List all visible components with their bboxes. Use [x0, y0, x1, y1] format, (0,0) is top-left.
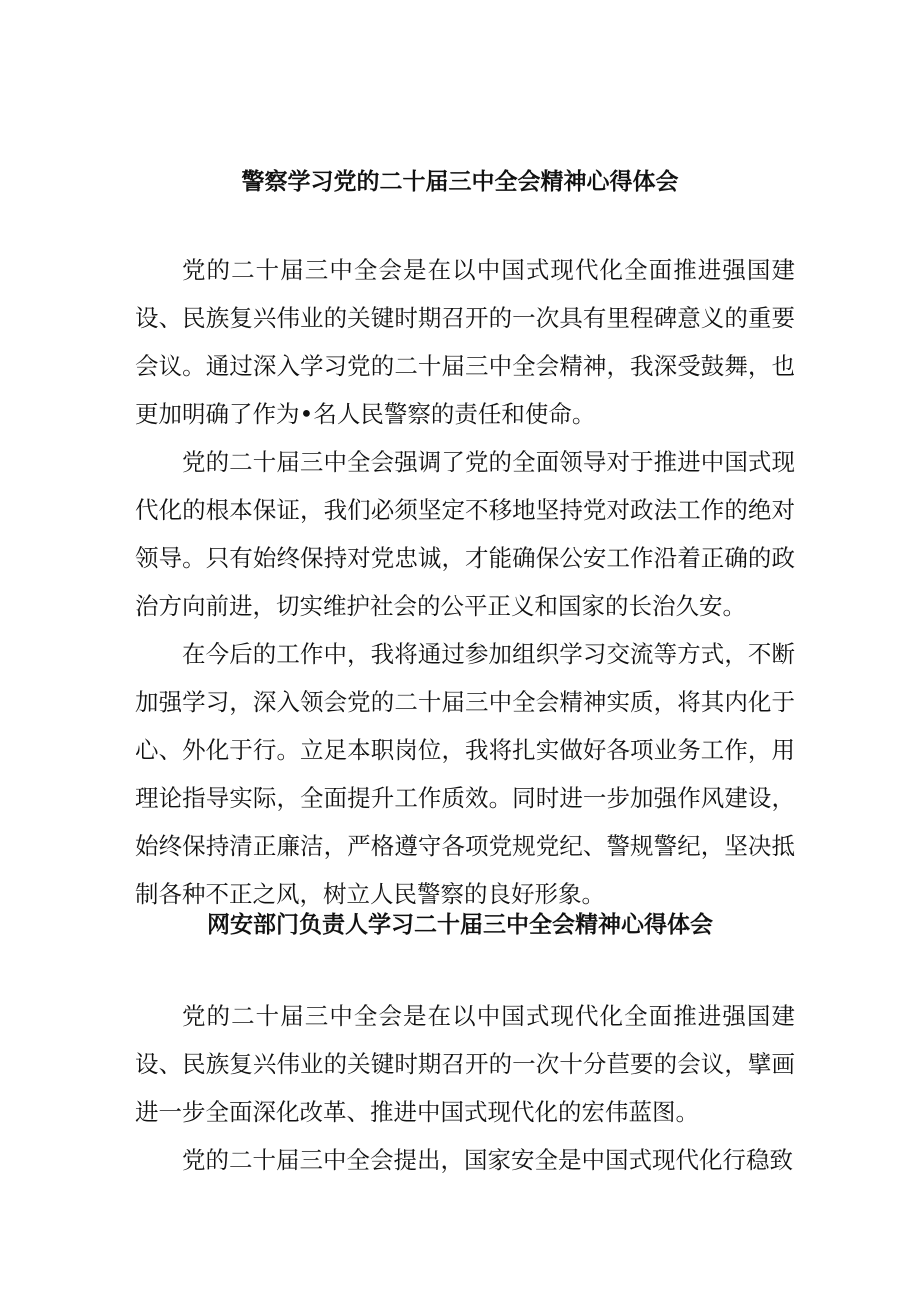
article1-body [135, 246, 795, 918]
article2-body [135, 992, 795, 1184]
article2-title: 网安部门负责人学习二十届三中全会精神心得体会 [207, 912, 713, 938]
article2-paragraph-1: 党的二十届三中全会是在以中国式现代化全面推进强国建设、民族复兴伟业的关键时期召开的一次十分苣要的会议，擘画进一步全面深化改革、推进中国式现代化的宏伟蓝图。 [135, 1002, 795, 1126]
article1-title: 警察学习党的二十届三中全会精神心得体会 [241, 169, 679, 195]
article1-paragraph-2: 党的二十届三中全会强调了党的全面领导对于推进中国式现代化的根本保证，我们必须坚定不移地坚持党对政法工作的绝对领导。只有始终保持对党忠诚，才能确保公安工作沿着正确的政治方向前进，切实维护社会的公平正义和国家的长治久安。 [135, 448, 795, 620]
article1-paragraph-1: 党的二十届三中全会是在以中国式现代化全面推进强国建设、民族复兴伟业的关键时期召开的一次具有里程碑意义的重要会议。通过深入学习党的二十届三中全会精神，我深受鼓舞，也更加明确了作为•名人民警察的责任和使命。 [135, 256, 795, 428]
article1-paragraph-3: 在今后的工作中，我将通过参加组织学习交流等方式，不断加强学习，深入领会党的二十届三中全会精神实质，将其内化于心、外化于行。立足本职岗位，我将扎实做好各项业务工作，用理论指导实际，全面提升工作质效。同时进一步加强作风建设，始终保持清正廉洁，严格遵守各项党规党纪、警规警纪，坚决抵制各种不正之风，树立人民警察的良好形象。 [135, 640, 795, 908]
article2-paragraph-2: 党的二十届三中全会提出，国家安全是中国式现代化行稳致 [182, 1146, 793, 1174]
